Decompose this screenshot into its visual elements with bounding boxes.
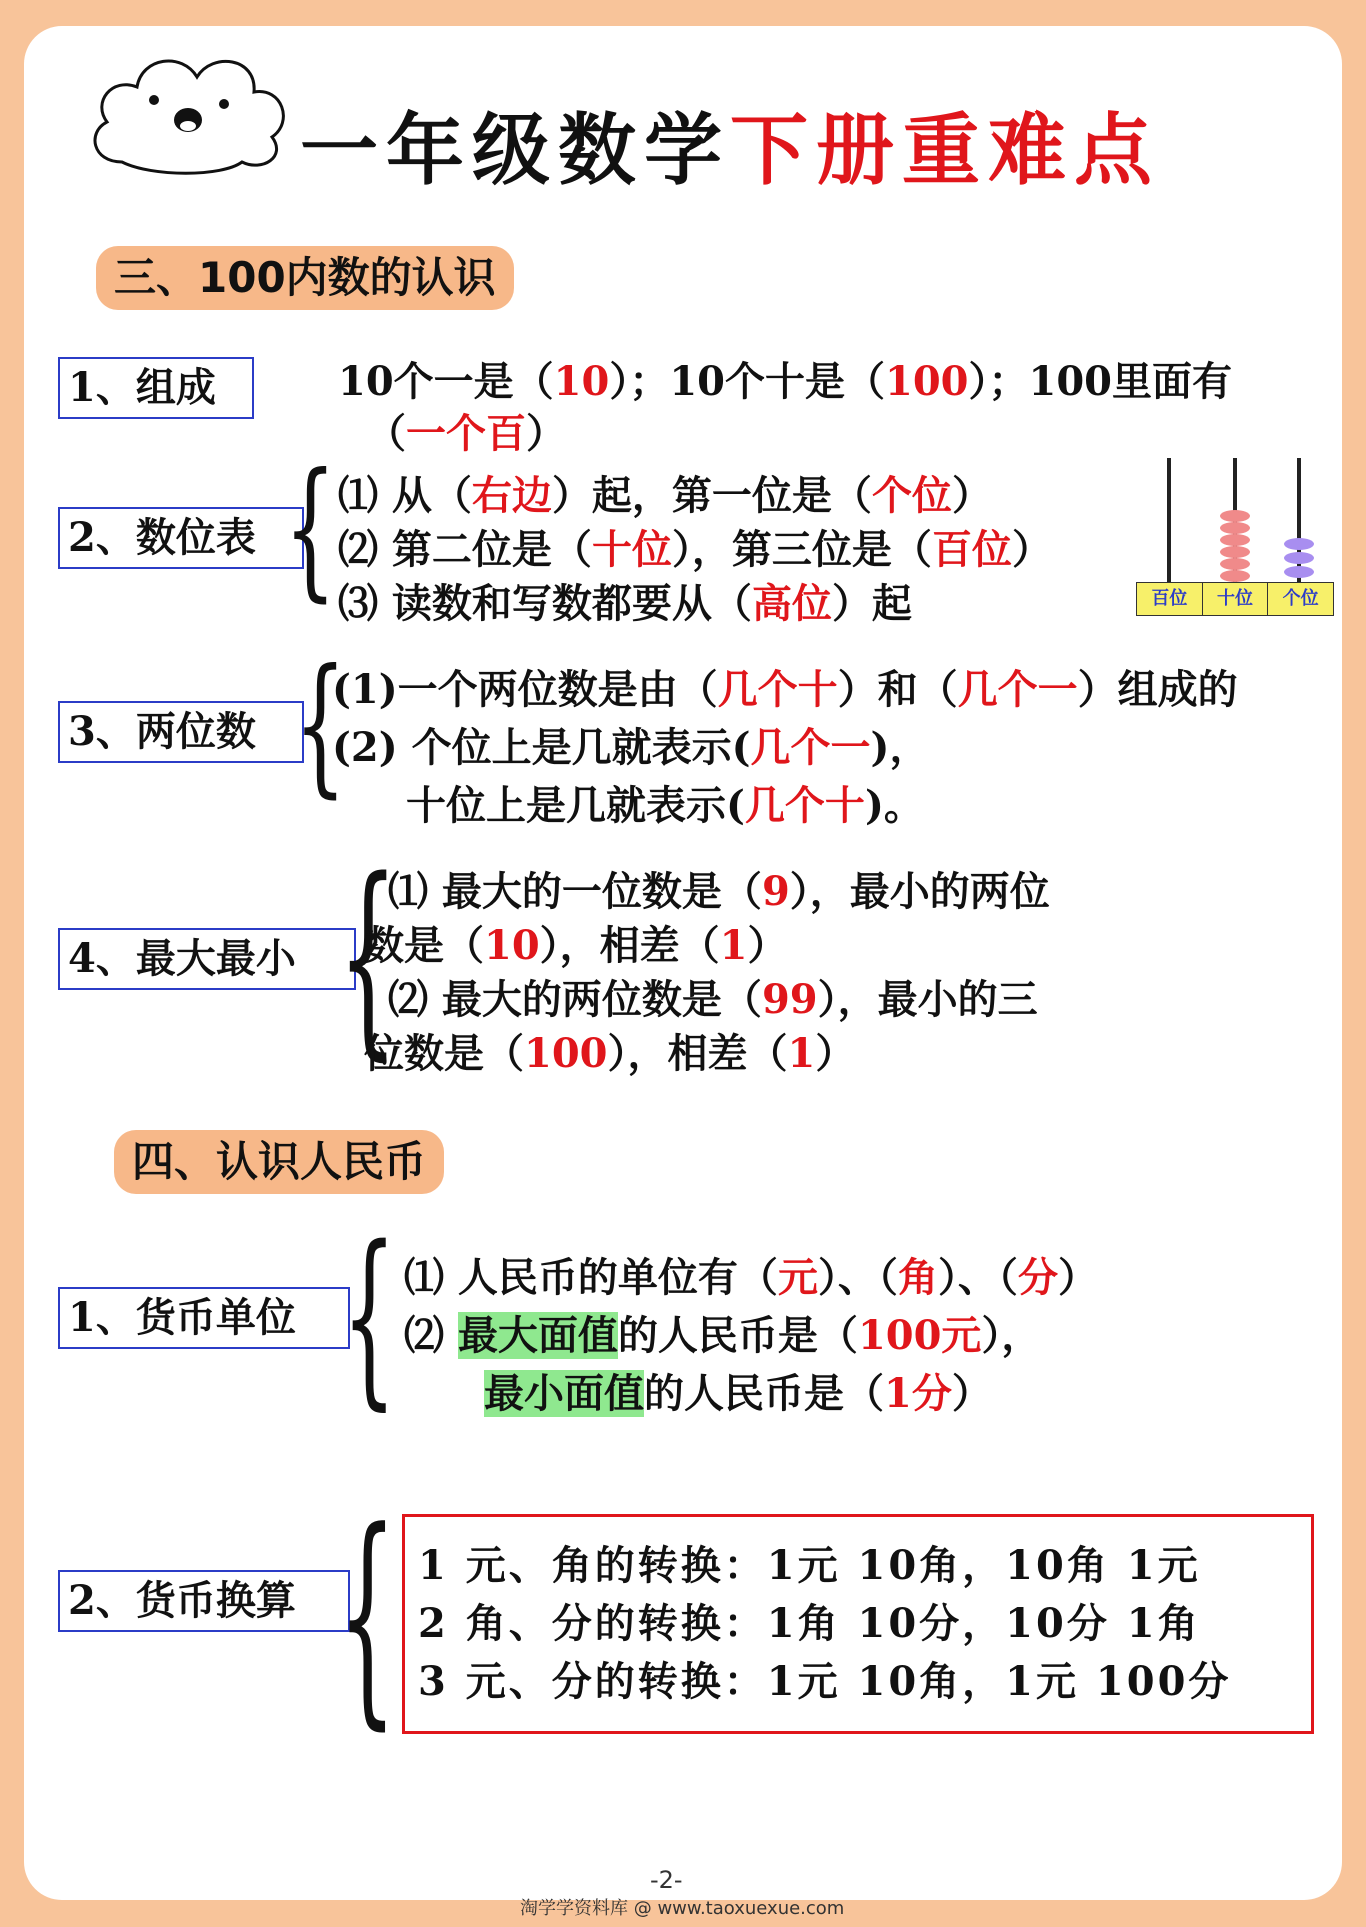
- line-text: ），第三位是（: [671, 526, 932, 573]
- line-text: ）: [526, 410, 566, 457]
- two-digit-line-2: [332, 716, 929, 773]
- answer-text: 1: [787, 1030, 816, 1077]
- line-text: ），相差（: [539, 922, 720, 969]
- conversion-line-2: 2 角、分的转换：1角 10分，10分 1角: [418, 1600, 1201, 1647]
- line-text: ），相差（: [607, 1030, 788, 1077]
- composition-line-2: [366, 402, 566, 459]
- line-text: 10个一是（: [338, 358, 554, 405]
- answer-text: 角: [897, 1254, 938, 1301]
- answer-text: 百位: [931, 526, 1012, 573]
- answer-text: 100: [885, 358, 969, 405]
- conversion-line-1: 1 元、角的转换：1元 10角，10角 1元: [418, 1542, 1201, 1589]
- line-text: ）；100里面有: [968, 358, 1233, 405]
- line-text: 位数是（: [364, 1030, 524, 1077]
- place-value-line-3: [338, 572, 912, 629]
- watermark: 淘学学资料库 @ www.taoxuexue.com: [520, 1898, 845, 1919]
- line-text: 数是（: [364, 922, 484, 969]
- item-label-place-value-table: 2、数位表: [58, 507, 304, 569]
- max-min-line-3: [388, 968, 1038, 1025]
- page-number: -2-: [650, 1866, 683, 1894]
- line-text: ），最小的三: [817, 976, 1038, 1023]
- line-text: ⑵ 最大的两位数是（: [388, 976, 762, 1023]
- line-text: ）；10个十是（: [609, 358, 886, 405]
- max-min-line-1: [388, 860, 1050, 917]
- line-text: )。: [864, 782, 924, 829]
- answer-text: 1分: [884, 1370, 952, 1417]
- answer-text: 个位: [871, 472, 952, 519]
- answer-text: 几个一: [750, 724, 871, 771]
- line-text: （: [366, 410, 406, 457]
- line-text: ）: [815, 1030, 856, 1077]
- answer-text: 几个十: [744, 782, 865, 829]
- line-text: ）组成的: [1077, 666, 1238, 713]
- answer-text: 100元: [857, 1312, 982, 1359]
- answer-text: 分: [1017, 1254, 1058, 1301]
- place-value-line-1: [338, 464, 992, 521]
- place-value-line-2: [338, 518, 1052, 575]
- line-text: ⑴ 最大的一位数是（: [388, 868, 762, 915]
- currency-units-line-3: [484, 1362, 992, 1419]
- currency-units-line-2: [404, 1304, 1041, 1361]
- highlighted-text: 最小面值: [484, 1370, 644, 1417]
- answer-text: 几个一: [957, 666, 1078, 713]
- item-label-max-min: 4、最大最小: [58, 928, 356, 990]
- line-text: ）: [951, 1370, 992, 1417]
- line-text: 的人民币是（: [644, 1370, 884, 1417]
- answer-text: 元: [777, 1254, 818, 1301]
- max-min-line-4: [364, 1022, 855, 1079]
- item-label-currency-units: 1、货币单位: [58, 1287, 350, 1349]
- answer-text: 1: [719, 922, 748, 969]
- line-text: ⑶ 读数和写数都要从（: [338, 580, 752, 627]
- brace: {: [338, 1483, 397, 1750]
- brace: {: [342, 1206, 397, 1427]
- two-digit-line-3: [406, 774, 924, 831]
- line-text: ）: [1011, 526, 1052, 573]
- line-text: ）、（: [817, 1254, 898, 1301]
- answer-text: 99: [761, 976, 818, 1023]
- abacus-illustration: [1136, 458, 1332, 620]
- highlighted-text: 最大面值: [457, 1312, 618, 1359]
- answer-text: 9: [761, 868, 790, 915]
- answer-text: 100: [524, 1030, 608, 1077]
- currency-units-line-1: [404, 1246, 1098, 1303]
- brace: {: [284, 442, 337, 616]
- section-heading-3: 三、100内数的认识: [96, 246, 514, 310]
- answer-text: 几个十: [717, 666, 838, 713]
- answer-text: 右边: [471, 472, 552, 519]
- item-label-composition: 1、组成: [58, 357, 254, 419]
- line-text: (2) 个位上是几就表示(: [332, 724, 751, 771]
- answer-text: 一个百: [406, 410, 526, 457]
- composition-line-1: [338, 350, 1232, 407]
- page-title: 一年级数学下册重难点: [300, 106, 1161, 196]
- line-text: ）起: [831, 580, 912, 627]
- line-text: ⑵ 第二位是（: [338, 526, 592, 573]
- abacus-label-tens: 十位: [1203, 583, 1269, 615]
- line-text: ⑴ 人民币的单位有（: [404, 1254, 778, 1301]
- answer-text: 高位: [751, 580, 832, 627]
- answer-text: 10: [484, 922, 540, 969]
- brace: {: [294, 638, 347, 812]
- line-text: ）和（: [837, 666, 958, 713]
- answer-text: 十位: [591, 526, 672, 573]
- abacus-label-ones: 个位: [1282, 588, 1319, 609]
- abacus-label-hundreds: 百位: [1137, 583, 1203, 615]
- line-text: )，: [870, 724, 930, 771]
- two-digit-line-1: [332, 658, 1238, 715]
- line-text: ）、（: [937, 1254, 1018, 1301]
- section-heading-4: 四、认识人民币: [114, 1130, 444, 1194]
- line-text: ）: [1057, 1254, 1098, 1301]
- line-text: ⑴ 从（: [338, 472, 472, 519]
- line-text: 的人民币是（: [617, 1312, 858, 1359]
- line-text: ），最小的两位: [789, 868, 1050, 915]
- max-min-line-2: [364, 914, 788, 971]
- line-text: (1)一个两位数是由（: [332, 666, 718, 713]
- line-text: 十位上是几就表示(: [406, 782, 745, 829]
- item-label-two-digit: 3、两位数: [58, 701, 304, 763]
- conversion-line-3: 3 元、分的转换：1元 10角，1元 100分: [418, 1658, 1232, 1705]
- answer-text: 10: [553, 358, 610, 405]
- brace: {: [338, 834, 399, 1079]
- cloud-mascot-icon: [82, 42, 302, 182]
- item-label-currency-conversion: 2、货币换算: [58, 1570, 350, 1632]
- line-text: ⑵: [404, 1312, 458, 1359]
- line-text: ）: [747, 922, 788, 969]
- line-text: ），: [981, 1312, 1042, 1359]
- line-text: ）起，第一位是（: [551, 472, 872, 519]
- line-text: ）: [951, 472, 992, 519]
